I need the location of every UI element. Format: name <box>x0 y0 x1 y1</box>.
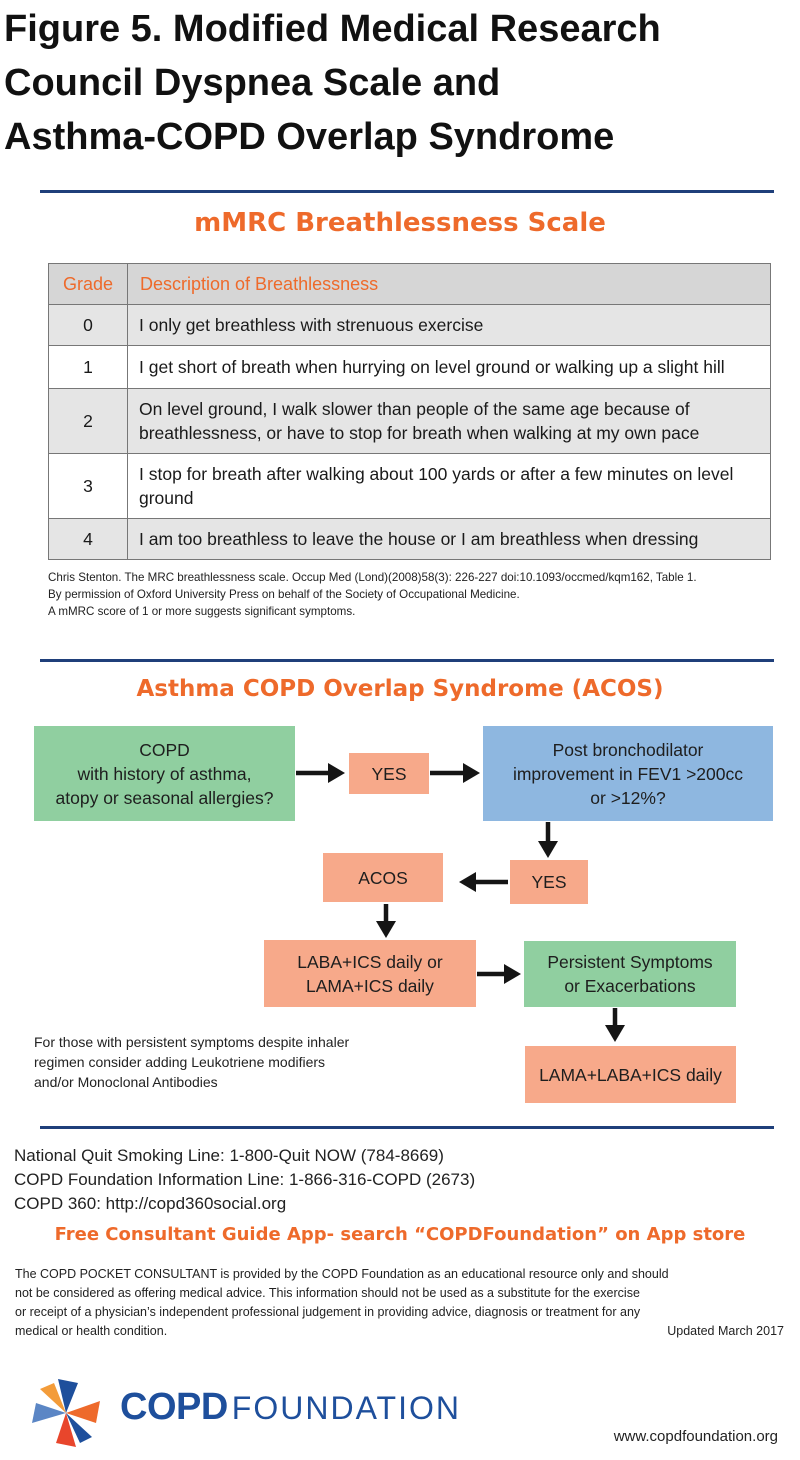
logo-bold-text: COPD <box>120 1386 228 1428</box>
description-cell: On level ground, I walk slower than people of the same age because of breathlessness, or have to stop for breath when walking at my own pace <box>128 389 771 454</box>
grade-cell: 3 <box>49 454 128 519</box>
section-divider <box>40 659 774 662</box>
table-header-row <box>49 264 771 305</box>
pinwheel-logo-icon <box>24 1376 108 1450</box>
column-header-description: Description of Breathlessness <box>128 264 771 305</box>
contact-lines <box>14 1144 714 1216</box>
section-divider <box>40 1126 774 1129</box>
box-line: with history of asthma, <box>77 763 252 784</box>
box-line: improvement in FEV1 >200cc <box>512 763 744 784</box>
grade-cell: 4 <box>49 519 128 560</box>
triple-therapy-box: LAMA+LABA+ICS daily <box>525 1046 736 1103</box>
table-source-note <box>48 569 788 620</box>
table-row <box>49 519 771 560</box>
source-line: A mMRC score of 1 or more suggests significant symptoms. <box>48 605 356 618</box>
box-line: COPD <box>139 739 190 760</box>
copd360-line: COPD 360: http://copd360social.org <box>14 1194 287 1213</box>
arrow-down-icon <box>376 904 396 938</box>
app-promo-line: Free Consultant Guide App- search “COPDFoundation” on App store <box>54 1224 746 1245</box>
description-cell: I stop for breath after walking about 100 yards or after a few minutes on level ground <box>128 454 771 519</box>
figure-title-line: Asthma-COPD Overlap Syndrome <box>4 116 615 158</box>
yes-box: YES <box>349 753 429 794</box>
description-cell: I only get breathless with strenuous exercise <box>128 305 771 346</box>
disclaimer-line: The COPD POCKET CONSULTANT is provided by the COPD Foundation as an educational resource only and should <box>15 1267 669 1281</box>
section-divider <box>40 190 774 193</box>
disclaimer-line: medical or health condition. <box>15 1324 168 1338</box>
arrow-down-icon <box>538 822 558 858</box>
note-line: For those with persistent symptoms despite inhaler <box>34 1034 350 1050</box>
logo-light-text: FOUNDATION <box>231 1390 461 1426</box>
disclaimer-line: or receipt of a physician’s independent professional judgement in providing advice, diagnosis or treatment for any <box>15 1305 641 1319</box>
figure-title-line: Council Dyspnea Scale and <box>4 62 501 104</box>
table-row <box>49 454 771 519</box>
note-line: and/or Monoclonal Antibodies <box>34 1074 218 1090</box>
source-line: By permission of Oxford University Press on behalf of the Society of Occupational Medicine. <box>48 588 520 601</box>
arrow-right-icon <box>296 763 345 783</box>
disclaimer-line: not be considered as offering medical advice. This information should not be used as a substitute for the exercise <box>15 1286 640 1300</box>
box-line: or Exacerbations <box>564 976 696 996</box>
box-line: LABA+ICS daily or <box>297 951 443 972</box>
arrow-down-icon <box>605 1008 625 1042</box>
description-cell: I get short of breath when hurrying on level ground or walking up a slight hill <box>128 346 771 389</box>
box-line: Persistent Symptoms <box>547 952 713 972</box>
mmrc-table <box>48 263 771 560</box>
figure-title <box>4 2 796 164</box>
source-line: Chris Stenton. The MRC breathlessness scale. Occup Med (Lond)(2008)58(3): 226-227 doi:10.1093/occmed/kqm162, Table 1. <box>48 571 697 584</box>
table-row <box>49 389 771 454</box>
website-link[interactable]: www.copdfoundation.org <box>613 1428 778 1445</box>
arrow-left-icon <box>459 872 508 892</box>
quit-smoking-line: National Quit Smoking Line: 1-800-Quit NOW (784-8669) <box>14 1146 444 1165</box>
note-line: regimen consider adding Leukotriene modifiers <box>34 1054 326 1070</box>
yes-box: YES <box>510 860 588 904</box>
acos-heading: Asthma COPD Overlap Syndrome (ACOS) <box>136 676 664 702</box>
description-cell: I am too breathless to leave the house or I am breathless when dressing <box>128 519 771 560</box>
box-line: atopy or seasonal allergies? <box>55 787 274 808</box>
mmrc-heading: mMRC Breathlessness Scale <box>194 208 606 238</box>
acos-box: ACOS <box>323 853 443 902</box>
box-line: or >12%? <box>590 787 666 808</box>
grade-cell: 2 <box>49 389 128 454</box>
box-line: Post bronchodilator <box>552 739 704 760</box>
table-row <box>49 305 771 346</box>
column-header-grade: Grade <box>49 264 128 305</box>
table-row <box>49 346 771 389</box>
grade-cell: 1 <box>49 346 128 389</box>
box-line: LAMA+ICS daily <box>306 975 434 996</box>
arrow-right-icon <box>477 964 521 984</box>
copd-foundation-logo <box>120 1386 461 1429</box>
figure-title-line: Figure 5. Modified Medical Research <box>4 8 661 50</box>
grade-cell: 0 <box>49 305 128 346</box>
persistent-symptoms-note <box>34 1032 374 1092</box>
updated-date: Updated March 2017 <box>667 1324 784 1338</box>
information-line: COPD Foundation Information Line: 1-866-316-COPD (2673) <box>14 1170 476 1189</box>
arrow-right-icon <box>430 763 480 783</box>
